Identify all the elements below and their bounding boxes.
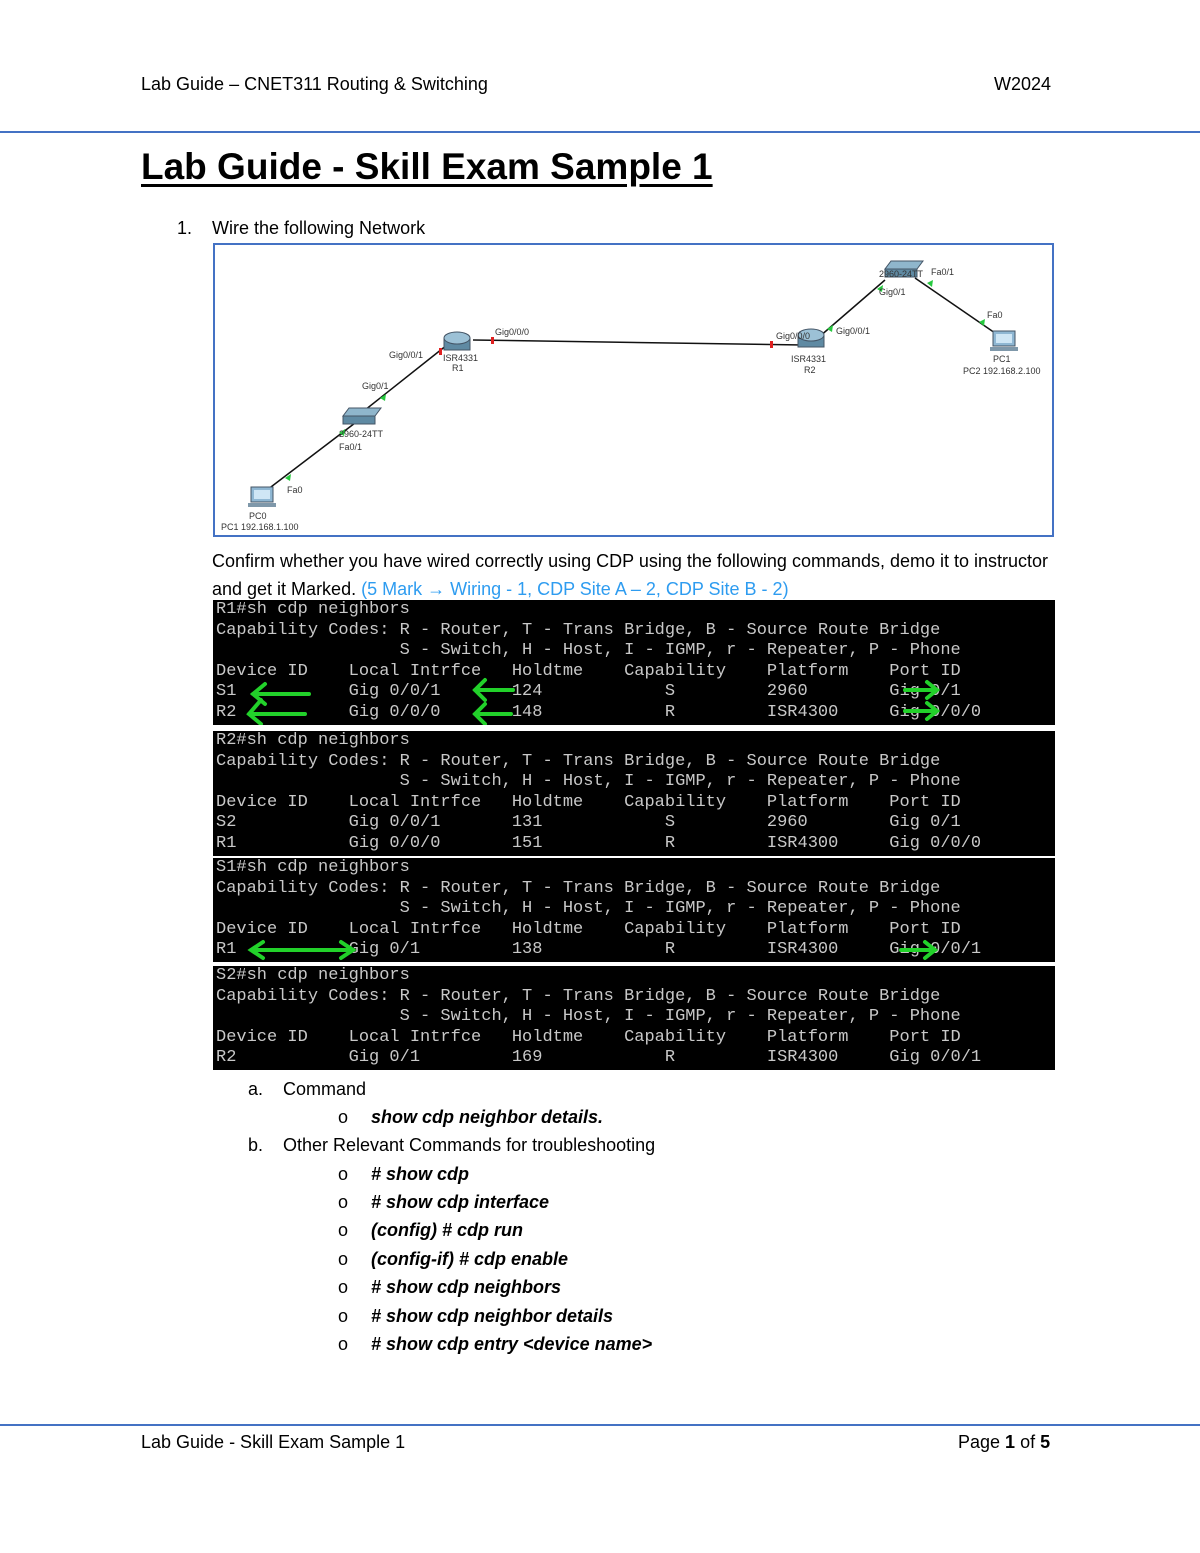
r1-gig001-label: Gig0/0/1 bbox=[389, 350, 424, 360]
arrow-left-icon bbox=[475, 704, 511, 724]
terminal-line: S - Switch, H - Host, I - IGMP, r - Repeater, P - Phone bbox=[216, 899, 961, 919]
header-right: W2024 bbox=[994, 74, 1052, 94]
arrow-left-icon bbox=[249, 700, 305, 724]
bullet: o bbox=[338, 1192, 349, 1212]
terminal-line: Capability Codes: R - Router, T - Trans Bridge, B - Source Route Bridge bbox=[216, 751, 941, 771]
confirm-text: Confirm whether you have wired correctly using CDP using the following commands, demo it to instructor and get it Marked. bbox=[212, 551, 1049, 599]
network-diagram bbox=[213, 243, 1054, 537]
terminal-line: R1#sh cdp neighbors bbox=[216, 600, 410, 619]
step-text: Wire the following Network bbox=[212, 218, 426, 238]
bullet: o bbox=[338, 1220, 349, 1240]
arrow-right-icon bbox=[905, 682, 937, 698]
s1-model-label: 2960-24TT bbox=[879, 269, 924, 279]
command-item: show cdp neighbor details. bbox=[371, 1107, 604, 1127]
s1-fa01-label: Fa0/1 bbox=[931, 267, 955, 277]
link-indicator-icon bbox=[827, 325, 833, 332]
r1-model-label: ISR4331 bbox=[443, 353, 479, 363]
s2-fa01-label: Fa0/1 bbox=[339, 442, 363, 452]
footer-rule bbox=[0, 1424, 1200, 1426]
header-rule bbox=[0, 131, 1200, 133]
command-item: (config) # cdp run bbox=[371, 1220, 523, 1240]
terminal-line: R1 Gig 0/0/0 151 R ISR4300 Gig 0/0/0 bbox=[216, 833, 982, 853]
r1-gig000-label: Gig0/0/0 bbox=[495, 327, 530, 337]
green-arrows bbox=[213, 858, 1055, 962]
s1-gig01-label: Gig0/1 bbox=[879, 287, 906, 297]
arrow-both-icon bbox=[251, 942, 353, 958]
bullet: o bbox=[338, 1107, 349, 1127]
r2-model-label: ISR4331 bbox=[791, 354, 827, 364]
terminal-line: R2 Gig 0/1 169 R ISR4300 Gig 0/0/1 bbox=[216, 1048, 982, 1068]
bullet: o bbox=[338, 1306, 349, 1326]
command-item: # show cdp interface bbox=[371, 1192, 550, 1212]
arrow-right-icon bbox=[901, 942, 935, 958]
sub-a-label: Command bbox=[283, 1079, 367, 1099]
terminal-line: Device ID Local Intrfce Holdtme Capability Platform Port ID bbox=[216, 792, 961, 812]
terminal-line: R2#sh cdp neighbors bbox=[216, 731, 410, 750]
terminal-line: Device ID Local Intrfce Holdtme Capability Platform Port ID bbox=[216, 919, 961, 939]
switch-icon bbox=[343, 408, 381, 424]
link-down-icon bbox=[770, 341, 773, 348]
page-number bbox=[958, 1432, 1050, 1453]
command-item: # show cdp neighbor details bbox=[371, 1306, 614, 1326]
terminal-line: Device ID Local Intrfce Holdtme Capability Platform Port ID bbox=[216, 1027, 961, 1047]
link-indicator-icon bbox=[927, 280, 933, 287]
terminal-line: S - Switch, H - Host, I - IGMP, r - Repeater, P - Phone bbox=[216, 772, 961, 792]
page-of: of bbox=[1015, 1432, 1041, 1452]
footer-left: Lab Guide - Skill Exam Sample 1 bbox=[141, 1432, 406, 1452]
link-down-icon bbox=[491, 337, 494, 344]
page-prefix: Page bbox=[958, 1432, 1006, 1452]
terminal-s1 bbox=[213, 858, 1055, 962]
terminal-r1 bbox=[213, 600, 1055, 725]
bullet: o bbox=[338, 1334, 349, 1354]
page-total: 5 bbox=[1040, 1432, 1051, 1452]
green-arrows bbox=[213, 600, 1055, 725]
pc1-ip-label: PC2 192.168.2.100 bbox=[963, 366, 1041, 376]
bullet: o bbox=[338, 1277, 349, 1297]
marks-text: (5 Mark → Wiring - 1, CDP Site A – 2, CDP Site B - 2) bbox=[361, 579, 789, 599]
command-item: # show cdp entry <device name> bbox=[371, 1334, 653, 1354]
s2-model-label: 2960-24TT bbox=[339, 429, 384, 439]
pc-icon bbox=[248, 487, 276, 507]
pc0-ip-label: PC1 192.168.1.100 bbox=[221, 522, 299, 532]
pc1-name-label: PC1 bbox=[993, 354, 1011, 364]
terminal-line: S2#sh cdp neighbors bbox=[216, 966, 410, 985]
arrow-right-icon bbox=[905, 703, 937, 719]
pc1-fa0-label: Fa0 bbox=[987, 310, 1003, 320]
terminal-r2 bbox=[213, 731, 1055, 856]
terminal-line: S2 Gig 0/0/1 131 S 2960 Gig 0/1 bbox=[216, 813, 961, 833]
r2-name-label: R2 bbox=[804, 365, 816, 375]
pc-icon bbox=[990, 331, 1018, 351]
terminal-line: S1#sh cdp neighbors bbox=[216, 858, 410, 877]
terminal-line: S - Switch, H - Host, I - IGMP, r - Repeater, P - Phone bbox=[216, 1007, 961, 1027]
r1-name-label: R1 bbox=[452, 363, 464, 373]
terminal-line: Capability Codes: R - Router, T - Trans Bridge, B - Source Route Bridge bbox=[216, 986, 941, 1006]
pc0-name-label: PC0 bbox=[249, 511, 267, 521]
pc0-fa0-label: Fa0 bbox=[287, 485, 303, 495]
header-left: Lab Guide – CNET311 Routing & Switching bbox=[141, 74, 488, 94]
page-current: 1 bbox=[1005, 1432, 1016, 1452]
terminal-line: Capability Codes: R - Router, T - Trans Bridge, B - Source Route Bridge bbox=[216, 620, 941, 640]
terminal-s2 bbox=[213, 966, 1055, 1070]
link-down-icon bbox=[439, 348, 442, 355]
terminal-line: Device ID Local Intrfce Holdtme Capability Platform Port ID bbox=[216, 661, 961, 681]
sub-a-letter: a. bbox=[248, 1079, 264, 1099]
topology-svg bbox=[215, 245, 1052, 535]
s2-gig01-label: Gig0/1 bbox=[362, 381, 389, 391]
sub-b-label: Other Relevant Commands for troubleshooting bbox=[283, 1135, 656, 1155]
router-icon bbox=[444, 332, 470, 350]
terminal-line: R1 Gig 0/1 138 R ISR4300 Gig 0/0/1 bbox=[216, 940, 982, 960]
arrow-left-icon bbox=[475, 680, 513, 700]
r2-gig000-label: Gig0/0/0 bbox=[776, 331, 811, 341]
command-item: (config-if) # cdp enable bbox=[371, 1249, 569, 1269]
command-item: # show cdp bbox=[371, 1164, 470, 1184]
terminal-line: R2 Gig 0/0/0 148 R ISR4300 Gig 0/0/0 bbox=[216, 702, 982, 722]
step-number: 1. bbox=[177, 218, 193, 238]
bullet: o bbox=[338, 1249, 349, 1269]
confirm-paragraph bbox=[212, 547, 1062, 603]
bullet: o bbox=[338, 1164, 349, 1184]
sub-b-letter: b. bbox=[248, 1135, 264, 1155]
command-item: # show cdp neighbors bbox=[371, 1277, 562, 1297]
terminal-line: S - Switch, H - Host, I - IGMP, r - Repeater, P - Phone bbox=[216, 641, 961, 661]
r2-gig001-label: Gig0/0/1 bbox=[836, 326, 871, 336]
terminal-line: S1 Gig 0/0/1 124 S 2960 Gig 0/1 bbox=[216, 682, 961, 702]
link-r1-r2 bbox=[473, 340, 803, 345]
page-title: Lab Guide - Skill Exam Sample 1 bbox=[141, 146, 713, 187]
terminal-line: Capability Codes: R - Router, T - Trans Bridge, B - Source Route Bridge bbox=[216, 878, 941, 898]
